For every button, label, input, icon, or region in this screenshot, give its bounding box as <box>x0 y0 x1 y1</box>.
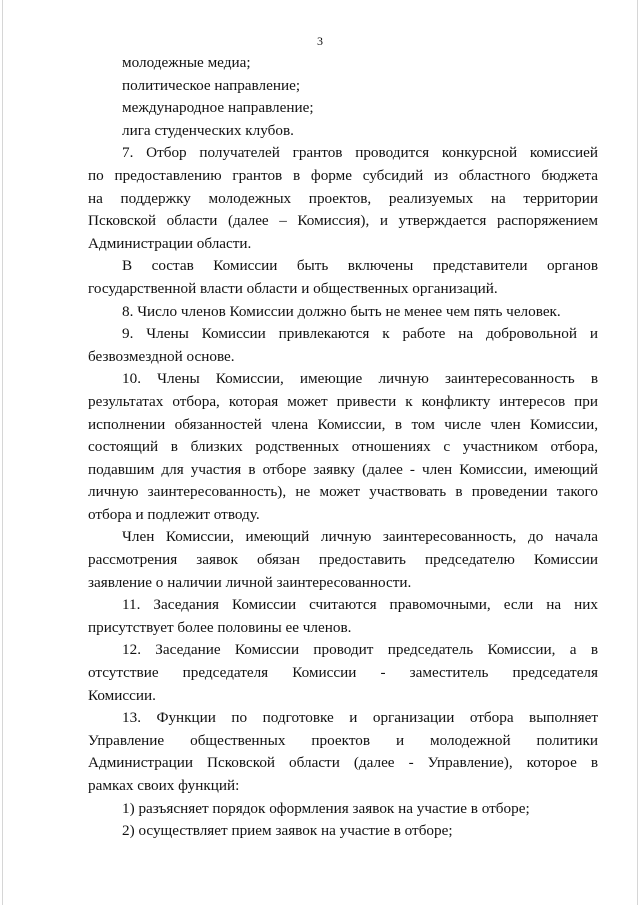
text-line: 1) разъясняет порядок оформления заявок на участие в отборе; <box>122 799 530 817</box>
text-line: 12. Заседание Комиссии проводит председатель Комиссии, а в <box>122 641 598 659</box>
text-line: молодежные медиа; <box>122 54 251 71</box>
text-line: личную заинтересованность), не может участвовать в проведении такого <box>88 483 598 501</box>
text-line: Администрации области. <box>88 234 252 252</box>
text-line: 8. Число членов Комиссии должно быть не менее чем пять человек. <box>122 302 561 320</box>
text-line: Управление общественных проектов и молодежной политики <box>88 731 598 749</box>
text-line: политическое направление; <box>122 76 301 94</box>
page-number: 3 <box>317 34 323 48</box>
text-line: на поддержку молодежных проектов, реализуемых на территории <box>88 189 598 207</box>
text-line: 11. Заседания Комиссии считаются правомочными, если на них <box>122 596 598 614</box>
text-line: 2) осуществляет прием заявок на участие в отборе; <box>122 822 453 840</box>
text-line: состоящий в близких родственных отношениях с участником отбора, <box>88 438 598 456</box>
text-line: 13. Функции по подготовке и организации отбора выполняет <box>122 709 598 727</box>
text-line: подавшим для участия в отборе заявку (далее - член Комиссии, имеющий <box>88 460 598 478</box>
text-line: Псковской области (далее – Комиссия), и утверждается распоряжением <box>88 212 598 230</box>
page-edge-right <box>637 0 638 905</box>
text-line: В состав Комиссии быть включены представители органов <box>122 257 598 275</box>
page-edge-left <box>2 0 3 905</box>
text-line: безвозмездной основе. <box>88 347 235 365</box>
text-line: отбора и подлежит отводу. <box>88 505 260 523</box>
text-line: лига студенческих клубов. <box>122 121 294 139</box>
text-line: рассмотрения заявок обязан предоставить председателю Комиссии <box>88 551 598 569</box>
text-line: Член Комиссии, имеющий личную заинтересованность, до начала <box>122 528 598 546</box>
text-line: государственной власти области и общественных организаций. <box>88 279 498 297</box>
text-line: 7. Отбор получателей грантов проводится конкурсной комиссией <box>122 144 598 162</box>
text-line: 9. Члены Комиссии привлекаются к работе на добровольной и <box>122 325 598 343</box>
text-line: Администрации Псковской области (далее - Управление), которое в <box>88 754 598 772</box>
text-line: международное направление; <box>122 99 314 117</box>
text-line: по предоставлению грантов в форме субсидий из областного бюджета <box>88 166 598 184</box>
text-line: рамках своих функций: <box>88 777 240 794</box>
text-line: присутствует более половины ее членов. <box>88 618 352 636</box>
document-body <box>88 52 598 843</box>
text-line: результатах отбора, которая может привести к конфликту интересов при <box>88 392 598 410</box>
text-line: заявление о наличии личной заинтересованности. <box>88 573 412 591</box>
text-line: Комиссии. <box>88 686 156 704</box>
text-line: 10. Члены Комиссии, имеющие личную заинтересованность в <box>122 370 598 388</box>
text-line: исполнении обязанностей члена Комиссии, в том числе член Комиссии, <box>88 415 598 433</box>
text-line: отсутствие председателя Комиссии - заместитель председателя <box>88 664 598 682</box>
